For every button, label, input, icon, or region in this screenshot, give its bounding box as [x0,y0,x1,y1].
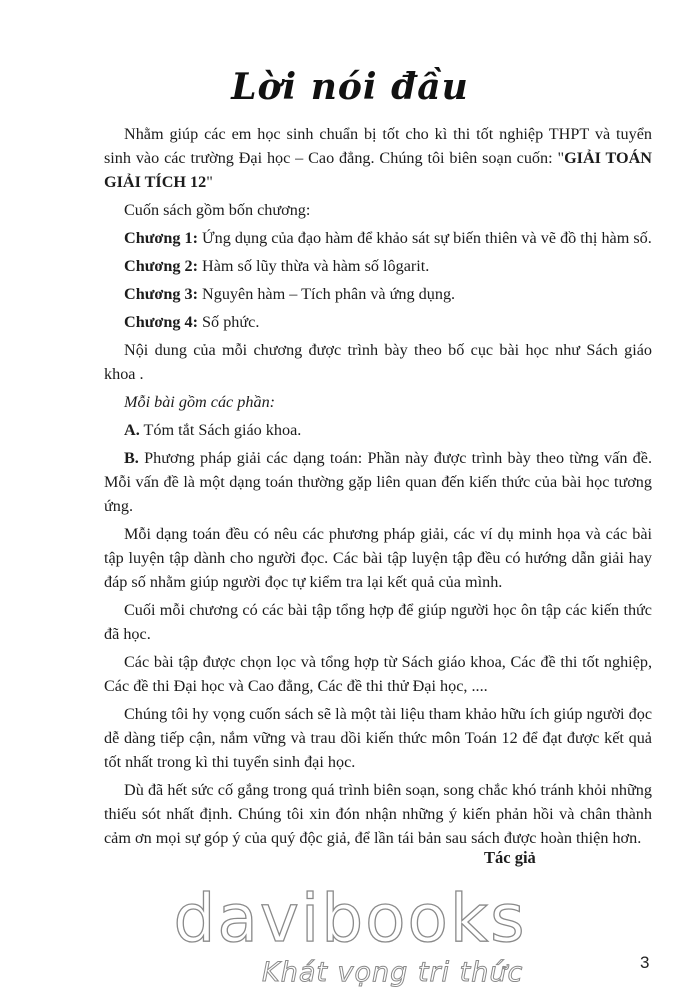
chapter-text: Ứng dụng của đạo hàm để khảo sát sự biến thiên và vẽ đồ thị hàm số. [202,229,652,247]
chapter-label: Chương 3: [124,285,198,303]
intro-end: " [206,173,213,191]
part-label: B. [124,449,139,467]
chapter-text: Số phức. [202,313,260,331]
intro-text: Nhằm giúp các em học sinh chuẩn bị tốt cho kì thi tốt nghiệp THPT và tuyển sinh vào các trường Đại học – Cao đẳng. Chúng tôi biên soạn cuốn: " [104,125,652,167]
chapter-text: Hàm số lũy thừa và hàm số lôgarit. [202,257,430,275]
parts-intro: Mỗi bài gồm các phần: [124,393,276,411]
paragraph: Chúng tôi hy vọng cuốn sách sẽ là một tài liệu tham khảo hữu ích giúp người đọc dễ dàng tiếp cận, nắm vững và trau dồi kiến thức môn Toán 12 để đạt được kết quả tốt nhất trong kì thi tuyển sinh đại học. [104,705,652,771]
book-title: GIẢI TOÁN GIẢI TÍCH 12 [104,149,652,191]
chapter-label: Chương 1: [124,229,198,247]
part-item-a [104,418,652,442]
part-text: Phương pháp giải các dạng toán: Phần này được trình bày theo từng vấn đề. Mỗi vấn đề là một dạng toán thường gặp liên quan đến kiến thức của bài học tương ứng. [104,449,653,515]
chapters-intro: Cuốn sách gồm bốn chương: [124,201,311,219]
author-signature: Tác giả [484,848,536,867]
chapter-label: Chương 4: [124,313,198,331]
chapter-item-1 [104,226,652,250]
watermark-slogan: Khát vọng tri thức [262,957,524,988]
page-title: Lời nói đầu [231,66,469,108]
foreword-body [104,122,652,850]
chapter-label: Chương 2: [124,257,198,275]
intro-paragraph [104,122,652,194]
page-number: 3 [640,953,650,972]
paragraph: Cuối mỗi chương có các bài tập tổng hợp để giúp người học ôn tập các kiến thức đã học. [104,601,652,643]
paragraph: Dù đã hết sức cố gắng trong quá trình biên soạn, song chắc khó tránh khỏi những thiếu sót nhất định. Chúng tôi xin đón nhận những ý kiến phản hồi và chân thành cảm ơn mọi sự góp ý của quý độc giả, để lần tái bản sau sách được hoàn thiện hơn. [104,781,652,847]
chapter-item-4 [104,310,652,334]
paragraph: Các bài tập được chọn lọc và tổng hợp từ Sách giáo khoa, Các đề thi tốt nghiệp, Các đề thi Đại học và Cao đẳng, Các đề thi thử Đại học, .... [104,653,652,695]
structure-note: Nội dung của mỗi chương được trình bày theo bố cục bài học như Sách giáo khoa . [104,341,652,383]
chapter-item-3 [104,282,652,306]
chapter-item-2 [104,254,652,278]
watermark-brand: davibooks [173,880,527,957]
part-label: A. [124,421,140,439]
chapter-text: Nguyên hàm – Tích phân và ứng dụng. [202,285,456,303]
part-item-b [104,446,652,518]
part-text: Tóm tắt Sách giáo khoa. [143,421,302,439]
paragraph: Mỗi dạng toán đều có nêu các phương pháp giải, các ví dụ minh họa và các bài tập luyện tập dành cho người đọc. Các bài tập luyện tập đều có hướng dẫn giải hay đáp số nhằm giúp người đọc tự kiểm tra lại kết quả của mình. [104,525,652,591]
